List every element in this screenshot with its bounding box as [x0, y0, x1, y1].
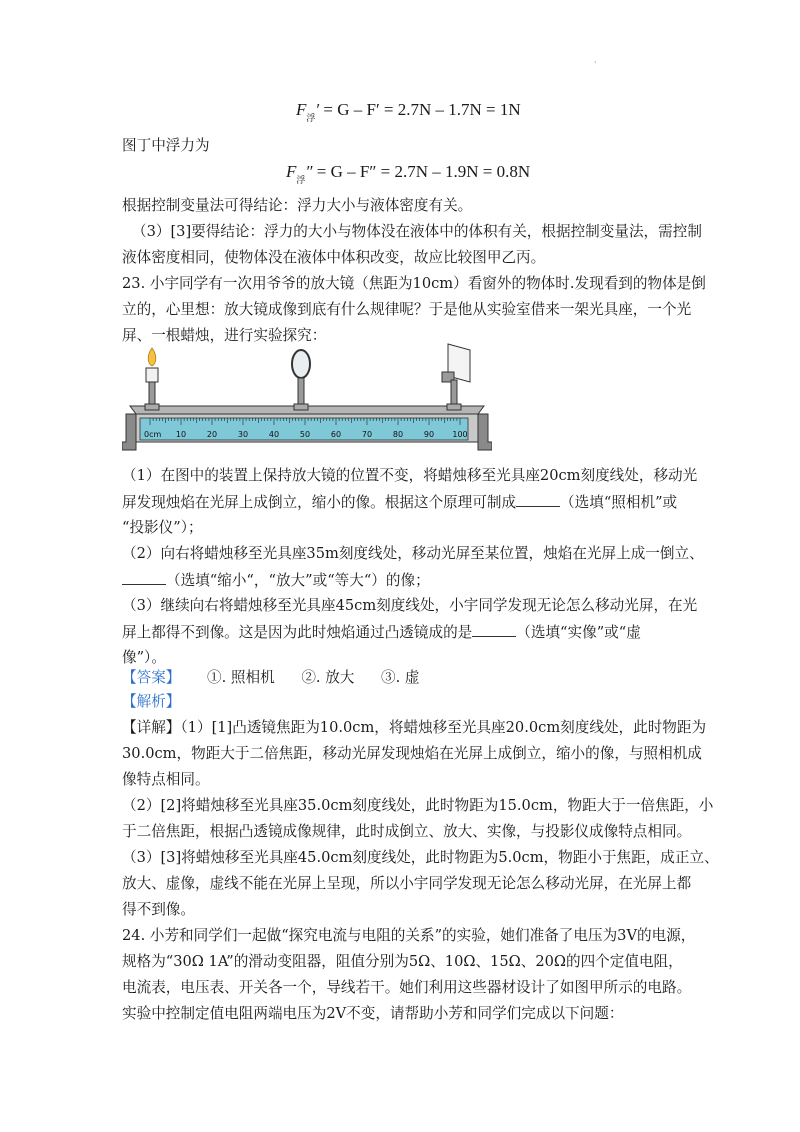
scale-tick-label: 90: [423, 430, 435, 439]
convex-lens: [292, 350, 310, 378]
q23-line-1: 23. 小宇同学有一次用爷爷的放大镜（焦距为10cm）看窗外的物体时.发现看到的物体是倒: [122, 275, 706, 292]
text-conclusion: 根据控制变量法可得结论：浮力大小与液体密度有关。: [122, 197, 473, 214]
detail-2b: 于二倍焦距，根据凸透镜成像规律，此时成倒立、放大、实像，与投影仪成像特点相同。: [122, 823, 692, 840]
optical-bench-figure: [122, 342, 492, 456]
answer-tag: 【答案】: [122, 669, 181, 686]
text-figure-ding: 图丁中浮力为: [122, 137, 210, 154]
q24-line-4: 实验中控制定值电阻两端电压为2V不变，请帮助小芳和同学们完成以下问题：: [122, 1005, 624, 1022]
scale-tick-label: 40: [268, 430, 280, 439]
q23-part2-b-post: （选填“缩小“，“放大”或“等大“）的像；: [166, 572, 430, 589]
right-support: [478, 414, 492, 450]
equation-buoyancy-2: [286, 162, 531, 185]
eq2-prime: ″: [305, 162, 313, 181]
scale-tick-label: 10: [175, 430, 187, 439]
answer-3: ③. 虚: [381, 669, 420, 686]
answer-line: [122, 668, 420, 688]
q23-part3-b-pre: 屏上都得不到像。这是因为此时烛焰通过凸透镜成的是: [122, 624, 473, 641]
blank-2[interactable]: [122, 570, 166, 585]
q23-line-3: 屏、一根蜡烛，进行实验探究：: [122, 327, 327, 344]
detail-3a: （3）[3]将蜡烛移至光具座45.0cm刻度线处，此时物距为5.0cm，物距小于焦距，成正立、: [122, 849, 719, 866]
candle-base: [145, 404, 159, 410]
detail-1a: [122, 718, 706, 738]
answer-1: ①. 照相机: [207, 669, 275, 686]
detail-1a-text: （1）[1]凸透镜焦距为10.0cm，将蜡烛移至光具座20.0cm刻度线处，此时物距为: [180, 719, 707, 736]
q24-line-2: 规格为“30Ω 1A”的滑动变阻器，阻值分别为5Ω、10Ω、15Ω、20Ω的四个定值电阻，: [122, 953, 683, 970]
text-part3-b: 液体密度相同，使物体没在液体中体积改变，故应比较图甲乙丙。: [122, 249, 546, 266]
scale-tick-label: 20: [206, 430, 218, 439]
q23-part3-c: 像”）。: [122, 649, 166, 666]
screen-base: [447, 404, 461, 410]
q23-part3-b: [122, 622, 641, 643]
scale-tick-label: 70: [361, 430, 373, 439]
text-part3-a: （3）[3]要得结论：浮力的大小与物体没在液体中的体积有关，根据控制变量法，需控制: [132, 223, 702, 240]
equation-buoyancy-1: [296, 100, 521, 123]
eq1-prime: ′: [315, 100, 320, 119]
q23-part1-b-pre: 屏发现烛焰在光屏上成倒立，缩小的像。根据这个原理可制成: [122, 494, 517, 511]
detail-3c: 得不到像。: [122, 901, 195, 918]
eq1-rhs: = G – F′ = 2.7N – 1.7N = 1N: [319, 100, 521, 119]
scale-unit-label: 0cm: [144, 430, 162, 439]
eq2-lhs: F: [286, 162, 297, 181]
detail-tag: 【详解】: [122, 719, 181, 736]
q23-part1-a: （1）在图中的装置上保持放大镜的位置不变，将蜡烛移至光具座20cm刻度线处，移动光: [122, 467, 698, 484]
detail-2a: （2）[2]将蜡烛移至光具座35.0cm刻度线处，此时物距为15.0cm，物距大于一倍焦距，小: [122, 797, 714, 814]
answer-2: ②. 放大: [301, 669, 355, 686]
page-dot: ·: [594, 58, 597, 67]
scale-tick-label: 100: [452, 430, 468, 439]
q23-part3-b-post: （选填“实像”或“虚: [516, 624, 641, 641]
q23-part1-c: “投影仪”）；: [122, 519, 203, 536]
eq2-rhs: = G – F″ = 2.7N – 1.9N = 0.8N: [312, 162, 531, 181]
eq1-sub: 浮: [306, 113, 316, 123]
detail-1b: 30.0cm，物距大于二倍焦距，移动光屏发现烛焰在光屏上成倒立，缩小的像，与照相机成: [122, 745, 702, 762]
q23-line-2: 立的，心里想：放大镜成像到底有什么规律呢？于是他从实验室借来一架光具座，一个光: [122, 301, 692, 318]
q24-line-3: 电流表，电压表、开关各一个，导线若干。她们利用这些器材设计了如图甲所示的电路。: [122, 979, 692, 996]
candle: [146, 368, 158, 382]
q23-part1-b-post: （选填“照相机”或: [560, 494, 678, 511]
blank-3[interactable]: [472, 622, 516, 637]
q23-part2-b: [122, 570, 430, 591]
eq1-lhs: F: [296, 100, 307, 119]
left-support: [122, 414, 136, 450]
q23-part3-a: （3）继续向右将蜡烛移至光具座45cm刻度线处，小宇同学发现无论怎么移动光屏，在光: [122, 597, 698, 614]
scale-tick-label: 30: [237, 430, 249, 439]
q23-part2-a: （2）向右将蜡烛移至光具座35m刻度线处，移动光屏至某位置，烛焰在光屏上成一倒立、: [122, 545, 704, 562]
candle-flame: [148, 348, 156, 366]
detail-1c: 像特点相同。: [122, 771, 210, 788]
eq2-sub: 浮: [296, 175, 306, 185]
scale-tick-label: 80: [392, 430, 404, 439]
scale-tick-label: 50: [299, 430, 311, 439]
scale-tick-label: 60: [330, 430, 342, 439]
analysis-tag: 【解析】: [122, 693, 181, 710]
lens-base: [294, 404, 308, 410]
q23-part1-b: [122, 492, 677, 513]
blank-1[interactable]: [516, 492, 560, 507]
detail-3b: 放大、虚像，虚线不能在光屏上呈现，所以小宇同学发现无论怎么移动光屏，在光屏上都: [122, 875, 692, 892]
q24-line-1: 24. 小芳和同学们一起做“探究电流与电阻的关系”的实验，她们准备了电压为3V的电源，: [122, 927, 696, 944]
